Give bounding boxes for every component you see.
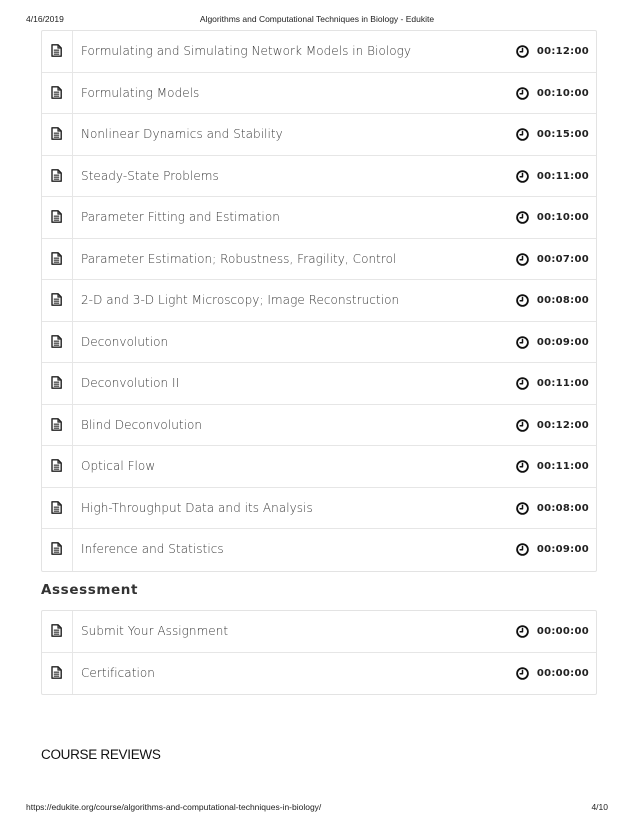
lesson-title[interactable]: Inference and Statistics (81, 542, 224, 556)
row-divider (72, 73, 73, 114)
document-icon (51, 376, 62, 389)
lesson-duration: 00:10:00 (536, 212, 589, 223)
course-reviews-heading: COURSE REVIEWS (41, 747, 161, 762)
lesson-duration: 00:07:00 (536, 253, 589, 265)
lesson-duration: 00:15:00 (536, 129, 589, 140)
lesson-duration: 00:11:00 (536, 378, 589, 389)
lesson-row[interactable] (42, 322, 596, 364)
row-divider (72, 363, 73, 404)
lesson-duration: 00:09:00 (536, 336, 589, 348)
lesson-row[interactable] (42, 114, 596, 156)
row-divider (72, 405, 73, 446)
clock-icon (516, 45, 529, 58)
lesson-row[interactable] (42, 488, 596, 530)
lesson-row[interactable] (42, 280, 596, 322)
lesson-duration: 00:12:00 (536, 419, 589, 431)
lesson-title[interactable]: Deconvolution (81, 334, 169, 349)
row-divider (72, 653, 73, 695)
row-divider (72, 446, 73, 487)
lesson-title[interactable]: Formulating Models (81, 85, 200, 100)
lesson-title[interactable]: Certification (81, 665, 155, 680)
document-icon (51, 459, 62, 472)
print-url: https://edukite.org/course/algorithms-and-computational-techniques-in-biology/ (26, 802, 322, 812)
document-icon (51, 542, 62, 555)
lesson-duration: 00:00:00 (536, 667, 589, 679)
lesson-row[interactable] (42, 611, 596, 653)
lesson-title[interactable]: 2-D and 3-D Light Microscopy; Image Reconstruction (81, 293, 400, 307)
lesson-row[interactable] (42, 31, 596, 73)
clock-icon (516, 170, 529, 183)
lesson-row[interactable] (42, 197, 596, 239)
print-document-title: Algorithms and Computational Techniques in Biology - Edukite (199, 14, 435, 24)
print-date: 4/16/2019 (26, 14, 64, 24)
lesson-title[interactable]: High-Throughput Data and its Analysis (81, 500, 313, 515)
print-header (26, 14, 608, 28)
lesson-duration: 00:12:00 (536, 46, 589, 57)
document-icon (51, 624, 62, 637)
lesson-duration: 00:11:00 (536, 461, 589, 472)
row-divider (72, 156, 73, 197)
document-icon (51, 666, 62, 679)
clock-icon (516, 667, 529, 680)
lesson-duration: 00:08:00 (536, 502, 589, 514)
clock-icon (516, 87, 529, 100)
lesson-row[interactable] (42, 156, 596, 198)
assessment-list (41, 610, 597, 695)
lesson-list (41, 30, 597, 572)
lesson-title[interactable]: Steady-State Problems (81, 168, 219, 183)
row-divider (72, 322, 73, 363)
clock-icon (516, 502, 529, 515)
lesson-title[interactable]: Parameter Fitting and Estimation (81, 210, 280, 224)
clock-icon (516, 211, 529, 224)
lesson-duration: 00:11:00 (536, 170, 589, 182)
clock-icon (516, 336, 529, 349)
lesson-row[interactable] (42, 529, 596, 571)
clock-icon (516, 625, 529, 638)
row-divider (72, 31, 73, 72)
lesson-row[interactable] (42, 363, 596, 405)
clock-icon (516, 377, 529, 390)
print-footer (26, 802, 608, 816)
clock-icon (516, 543, 529, 556)
lesson-row[interactable] (42, 405, 596, 447)
document-icon (51, 210, 62, 223)
lesson-title[interactable]: Deconvolution II (81, 376, 180, 390)
document-icon (51, 252, 62, 265)
clock-icon (516, 294, 529, 307)
lesson-duration: 00:08:00 (536, 295, 589, 306)
lesson-row[interactable] (42, 73, 596, 115)
document-icon (51, 127, 62, 140)
lesson-row[interactable] (42, 239, 596, 281)
lesson-title[interactable]: Optical Flow (81, 459, 156, 473)
lesson-title[interactable]: Formulating and Simulating Network Models in Biology (81, 44, 412, 58)
assessment-heading: Assessment (41, 582, 139, 598)
document-icon (51, 169, 62, 182)
lesson-row[interactable] (42, 446, 596, 488)
document-icon (51, 86, 62, 99)
clock-icon (516, 253, 529, 266)
document-icon (51, 418, 62, 431)
row-divider (72, 197, 73, 238)
row-divider (72, 529, 73, 571)
lesson-title[interactable]: Nonlinear Dynamics and Stability (81, 127, 283, 141)
lesson-title[interactable]: Submit Your Assignment (81, 624, 229, 638)
print-page-number: 4/10 (591, 802, 608, 812)
document-icon (51, 293, 62, 306)
row-divider (72, 488, 73, 529)
row-divider (72, 239, 73, 280)
lesson-row[interactable] (42, 653, 596, 695)
lesson-duration: 00:00:00 (536, 626, 589, 637)
clock-icon (516, 128, 529, 141)
clock-icon (516, 460, 529, 473)
clock-icon (516, 419, 529, 432)
row-divider (72, 280, 73, 321)
row-divider (72, 611, 73, 652)
row-divider (72, 114, 73, 155)
document-icon (51, 335, 62, 348)
lesson-title[interactable]: Blind Deconvolution (81, 417, 203, 432)
document-icon (51, 501, 62, 514)
lesson-duration: 00:09:00 (536, 544, 589, 555)
lesson-title[interactable]: Parameter Estimation; Robustness, Fragility, Control (81, 251, 397, 266)
lesson-duration: 00:10:00 (536, 87, 589, 99)
document-icon (51, 44, 62, 57)
